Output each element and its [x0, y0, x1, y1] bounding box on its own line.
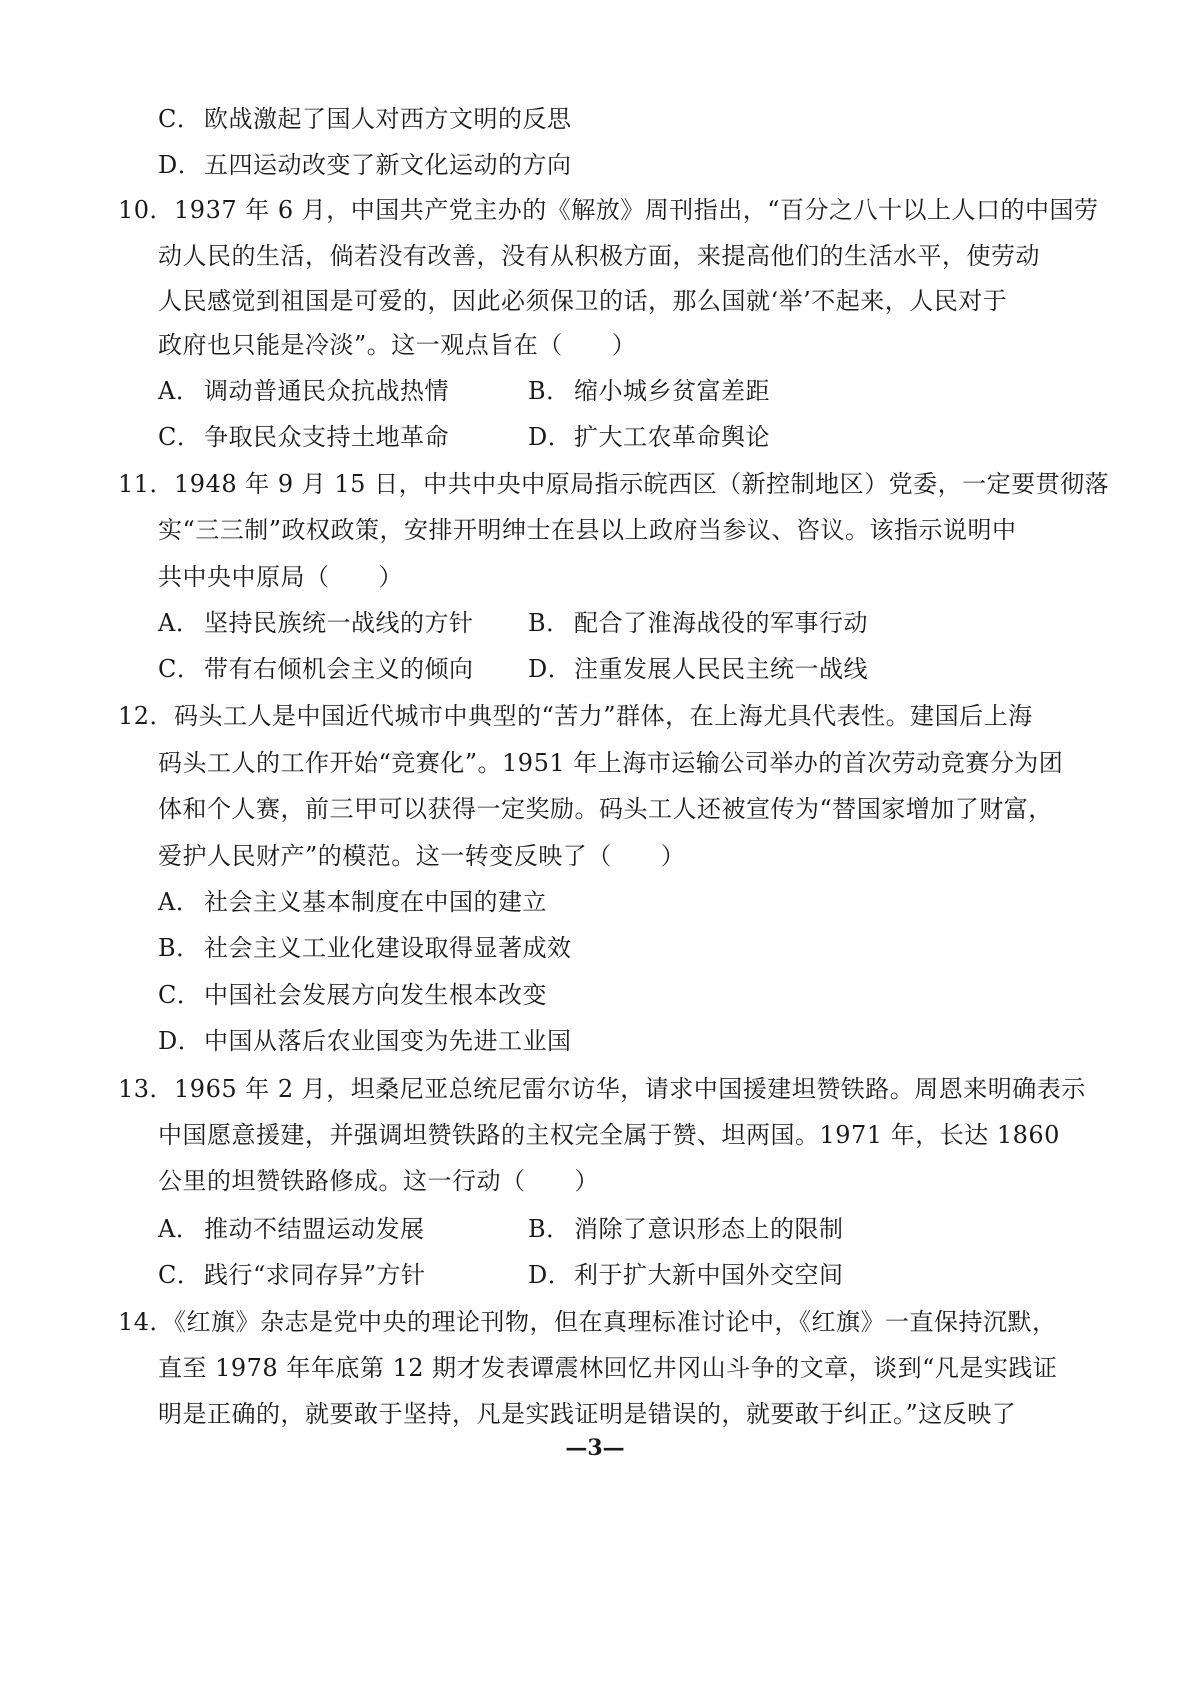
option-letter: D． — [528, 1261, 573, 1289]
page-number: —3— — [565, 1435, 625, 1461]
option-letter: D． — [158, 1027, 203, 1055]
option-text: 中国社会发展方向发生根本改变 — [204, 981, 547, 1009]
q13-stem-line: 13．1965 年 2 月，坦桑尼亚总统尼雷尔访华，请求中国援建坦赞铁路。周恩来明确表示 — [118, 1075, 1086, 1103]
q10-stem-line: 10．1937 年 6 月，中国共产党主办的《解放》周刊指出，“百分之八十以上人口的中国劳 — [118, 196, 1099, 224]
option-text: 践行“求同存异”方针 — [204, 1261, 426, 1289]
q14-stem-line: 直至 1978 年年底第 12 期才发表谭震林回忆井冈山斗争的文章，谈到“凡是实践证 — [158, 1354, 1058, 1382]
q11-option-d — [528, 653, 868, 685]
option-text: 五四运动改变了新文化运动的方向 — [204, 151, 572, 179]
q12-option-a — [158, 886, 547, 918]
option-letter: A． — [158, 377, 201, 405]
q10-stem-line: 政府也只能是冷淡”。这一观点旨在（ ） — [158, 331, 637, 359]
option-text: 带有右倾机会主义的倾向 — [204, 655, 474, 683]
option-letter: B． — [528, 609, 571, 637]
q11-stem-line: 11．1948 年 9 月 15 日，中共中央中原局指示皖西区（新控制地区）党委，一定要贯彻落 — [118, 470, 1110, 498]
q13-option-c — [158, 1259, 426, 1291]
option-letter: B． — [528, 1215, 571, 1243]
option-letter: D． — [528, 655, 573, 683]
q12-stem-line: 爱护人民财产”的模范。这一转变反映了（ ） — [158, 842, 686, 870]
option-letter: C． — [158, 655, 202, 683]
q9-option-c — [158, 103, 572, 135]
q13-option-a — [158, 1213, 425, 1245]
q13-option-d — [528, 1259, 844, 1291]
q10-option-d — [528, 421, 770, 453]
option-letter: D． — [528, 423, 573, 451]
q13-stem-line: 中国愿意援建，并强调坦赞铁路的主权完全属于赞、坦两国。1971 年，长达 1860 — [158, 1121, 1060, 1149]
option-text: 消除了意识形态上的限制 — [574, 1215, 844, 1243]
option-text: 坚持民族统一战线的方针 — [204, 609, 474, 637]
option-text: 利于扩大新中国外交空间 — [574, 1261, 844, 1289]
q13-option-b — [528, 1213, 844, 1245]
option-text: 配合了淮海战役的军事行动 — [574, 609, 868, 637]
q10-option-b — [528, 375, 770, 407]
option-text: 中国从落后农业国变为先进工业国 — [204, 1027, 572, 1055]
q11-option-a — [158, 607, 474, 639]
q12-stem-line: 体和个人赛，前三甲可以获得一定奖励。码头工人还被宣传为“替国家增加了财富， — [158, 795, 1053, 823]
option-letter: C． — [158, 1261, 202, 1289]
option-text: 社会主义基本制度在中国的建立 — [204, 888, 547, 916]
option-letter: A． — [158, 609, 201, 637]
option-text: 推动不结盟运动发展 — [204, 1215, 425, 1243]
q12-stem-line: 码头工人的工作开始“竞赛化”。1951 年上海市运输公司举办的首次劳动竞赛分为团 — [158, 749, 1064, 777]
q12-stem-line: 12．码头工人是中国近代城市中典型的“苦力”群体，在上海尤具代表性。建国后上海 — [118, 702, 1033, 730]
option-letter: B． — [528, 377, 571, 405]
q11-stem-line: 实“三三制”政权政策，安排开明绅士在县以上政府当参议、咨议。该指示说明中 — [158, 516, 1017, 544]
q14-stem-line: 明是正确的，就要敢于坚持，凡是实践证明是错误的，就要敢于纠正。”这反映了 — [158, 1400, 1017, 1428]
option-letter: D． — [158, 151, 203, 179]
q11-stem-line: 共中央中原局（ ） — [158, 563, 403, 591]
option-text: 扩大工农革命舆论 — [574, 423, 770, 451]
option-letter: C． — [158, 423, 202, 451]
q13-stem-line: 公里的坦赞铁路修成。这一行动（ ） — [158, 1167, 599, 1195]
q9-option-d — [158, 149, 572, 181]
q14-stem-line: 14．《红旗》杂志是党中央的理论刊物，但在真理标准讨论中，《红旗》一直保持沉默， — [118, 1308, 1057, 1336]
option-text: 注重发展人民民主统一战线 — [574, 655, 868, 683]
q11-option-c — [158, 653, 474, 685]
option-letter: A． — [158, 888, 201, 916]
option-text: 欧战激起了国人对西方文明的反思 — [204, 105, 572, 133]
option-letter: C． — [158, 981, 202, 1009]
option-text: 争取民众支持土地革命 — [204, 423, 449, 451]
q10-stem-line: 动人民的生活，倘若没有改善，没有从积极方面，来提高他们的生活水平，使劳动 — [158, 242, 1040, 270]
option-letter: A． — [158, 1215, 201, 1243]
option-letter: C． — [158, 105, 202, 133]
option-text: 调动普通民众抗战热情 — [204, 377, 449, 405]
q12-option-b — [158, 932, 572, 964]
q12-option-c — [158, 979, 547, 1011]
q12-option-d — [158, 1025, 572, 1057]
q10-option-a — [158, 375, 449, 407]
q10-stem-line: 人民感觉到祖国是可爱的，因此必须保卫的话，那么国就‘举’不起来，人民对于 — [158, 287, 1008, 315]
option-text: 缩小城乡贫富差距 — [574, 377, 770, 405]
q10-option-c — [158, 421, 449, 453]
q11-option-b — [528, 607, 868, 639]
option-text: 社会主义工业化建设取得显著成效 — [204, 934, 572, 962]
option-letter: B． — [158, 934, 201, 962]
